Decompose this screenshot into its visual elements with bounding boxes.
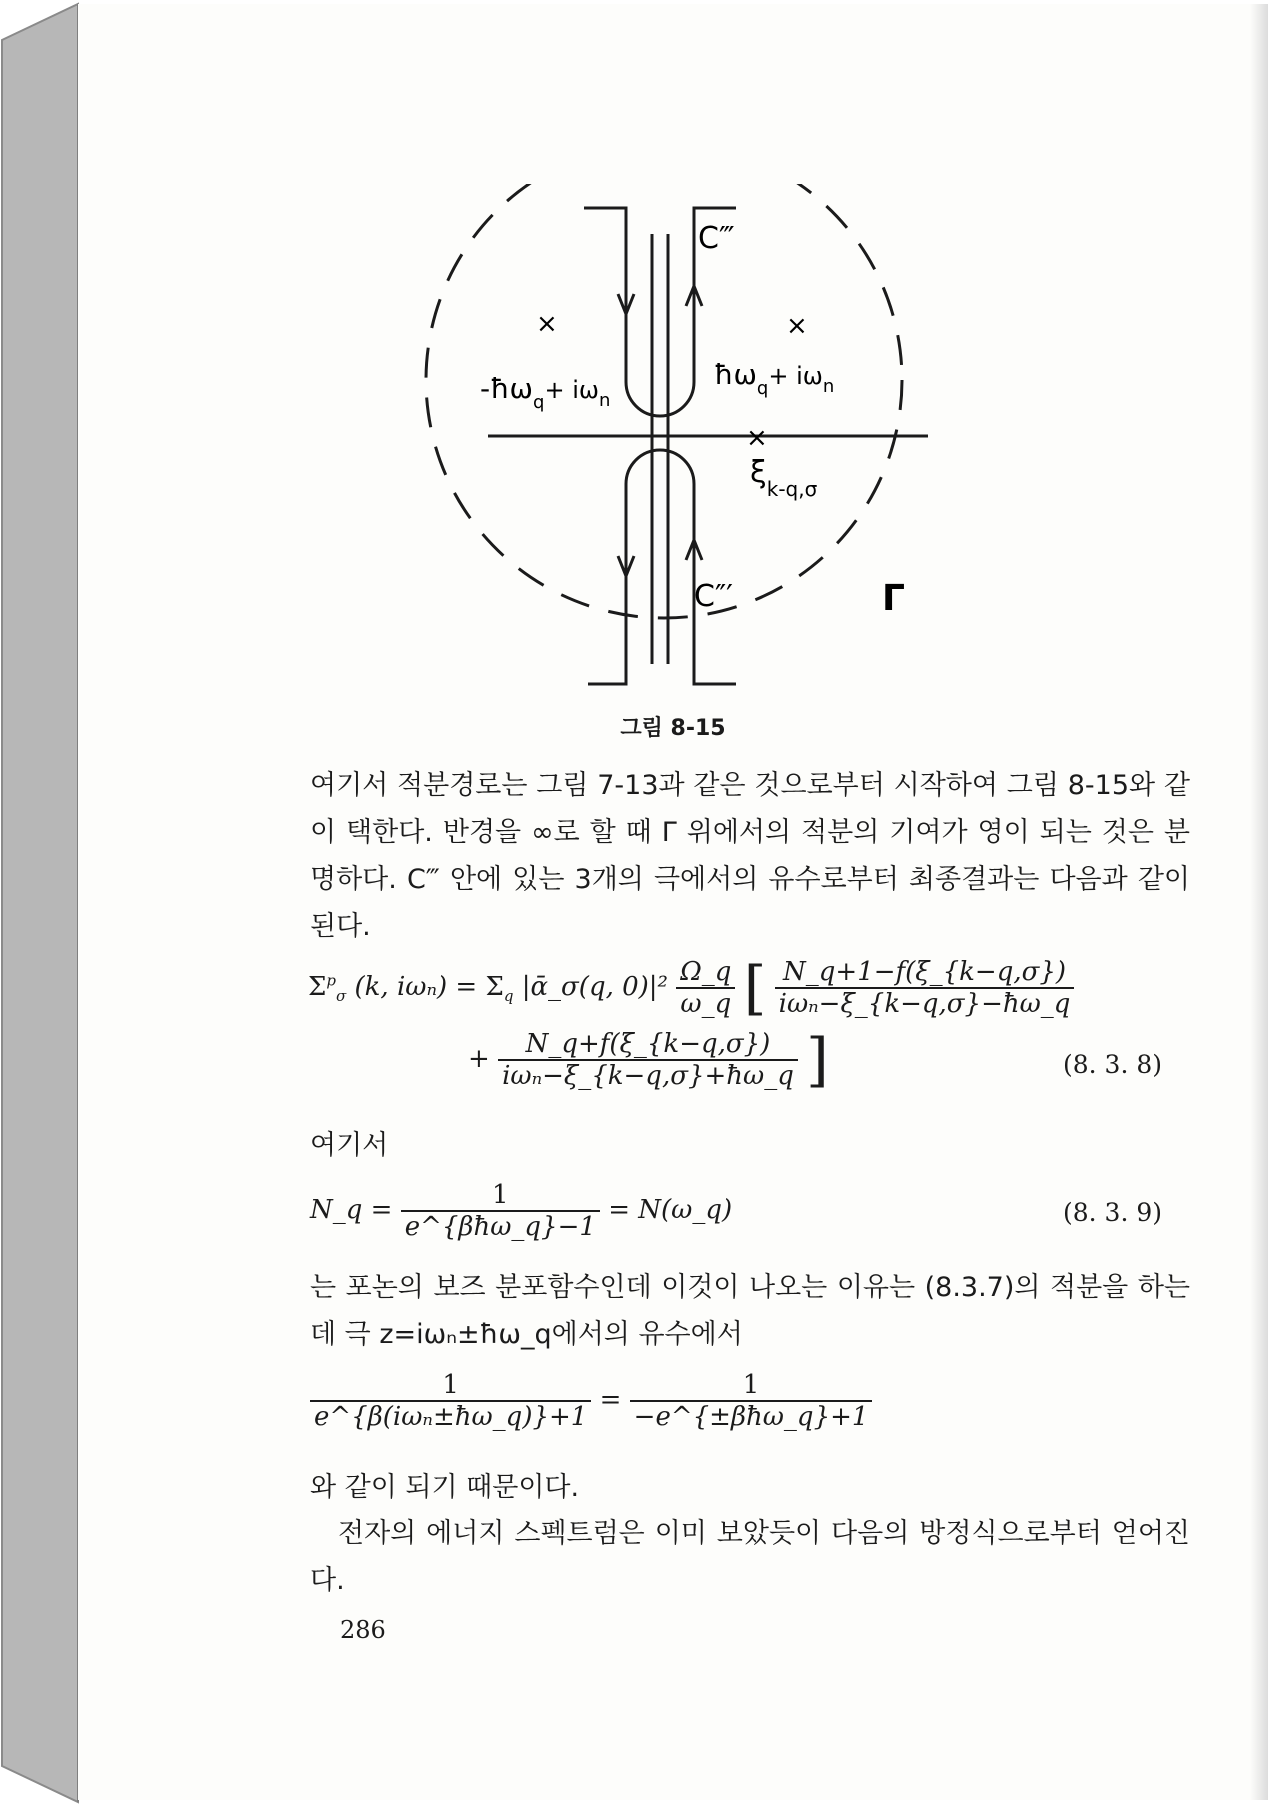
contour-figure <box>418 184 1018 724</box>
paragraph-5: 전자의 에너지 스펙트럼은 이미 보았듯이 다음의 방정식으로부터 얻어진다. <box>310 1518 1190 1596</box>
equation-8-3-8-line2: + $\frac{N\_q+f(\xi\_\{k-q,\sigma\})}{\text{iωₙ−ξ\_\{k−q,σ\}+ħω\_q}}$ ] <box>468 1026 829 1094</box>
equation-8-3-9: N_q = $\frac{1}{\text{e\textasciicircum{}\{βħω\_q\}−1}}$ = N(ω_q) <box>310 1180 733 1242</box>
page-edge-shade <box>1250 4 1268 1800</box>
pole-label-right: $ħ\omega_q+ i\omega_n$ <box>714 358 835 399</box>
book-page <box>78 4 1268 1800</box>
gamma-label: Γ <box>882 578 905 619</box>
figure-caption: 그림 8-15 <box>620 716 726 741</box>
contour-label-lower: C″′ <box>694 579 733 614</box>
equation-number-8-3-8: (8. 3. 8) <box>1063 1050 1163 1079</box>
book-spine <box>0 0 90 1806</box>
pole-cross-xi: × <box>746 423 768 453</box>
paragraph-2: 여기서 <box>310 1130 389 1161</box>
page-number: 286 <box>340 1616 386 1644</box>
residue-equation: $\frac{1}{\text{e\textasciicircum{}\{β(iωₙ±ħω\_q)\}+1}}$ = $\frac{1}{\text{−e\textasciicircum{}\{±βħω\_q\}+1}}$ <box>310 1370 872 1432</box>
paragraph-3: 는 포논의 보즈 분포함수인데 이것이 나오는 이유는 (8.3.7)의 적분을 하는 데 극 z=iωₙ±ħω_q에서의 유수에서 <box>310 1272 1190 1350</box>
xi-label: $\xi_{k-q,\sigma}$ <box>750 455 818 501</box>
contour-label-upper: C‴ <box>698 221 735 256</box>
pole-label-left: $-ħ\omega_q+ i\omega_n$ <box>480 372 611 413</box>
lower-contour <box>588 450 736 684</box>
pole-cross-right: × <box>786 311 808 341</box>
equation-8-3-8-line1: $\Sigma^p_\sigma$ (k, $i\omega_n) = \Sigma_q$ |ᾱ_σ(q, 0)|² $\frac{\Omega\_q}{\omega\_q}$ [ $\frac{N\_q+1-f(\xi\_\{k-q,\sigma\})}{\text{iωₙ−ξ\_\{k−q,σ\}−ħω\_q}}$ <box>308 954 1074 1022</box>
paragraph-1: 여기서 적분경로는 그림 7-13과 같은 것으로부터 시작하여 그림 8-15와 같이 택한다. 반경을 ∞로 할 때 Γ 위에서의 적분의 기여가 영이 되는 것은 분명하다. C‴ 안에 있는 3개의 극에서의 유수로부터 최종결과는 다음과 같이 된다. <box>310 770 1190 942</box>
pole-cross-left: × <box>536 309 558 339</box>
equation-number-8-3-9: (8. 3. 9) <box>1063 1198 1163 1227</box>
paragraph-4: 와 같이 되기 때문이다. <box>310 1472 580 1503</box>
